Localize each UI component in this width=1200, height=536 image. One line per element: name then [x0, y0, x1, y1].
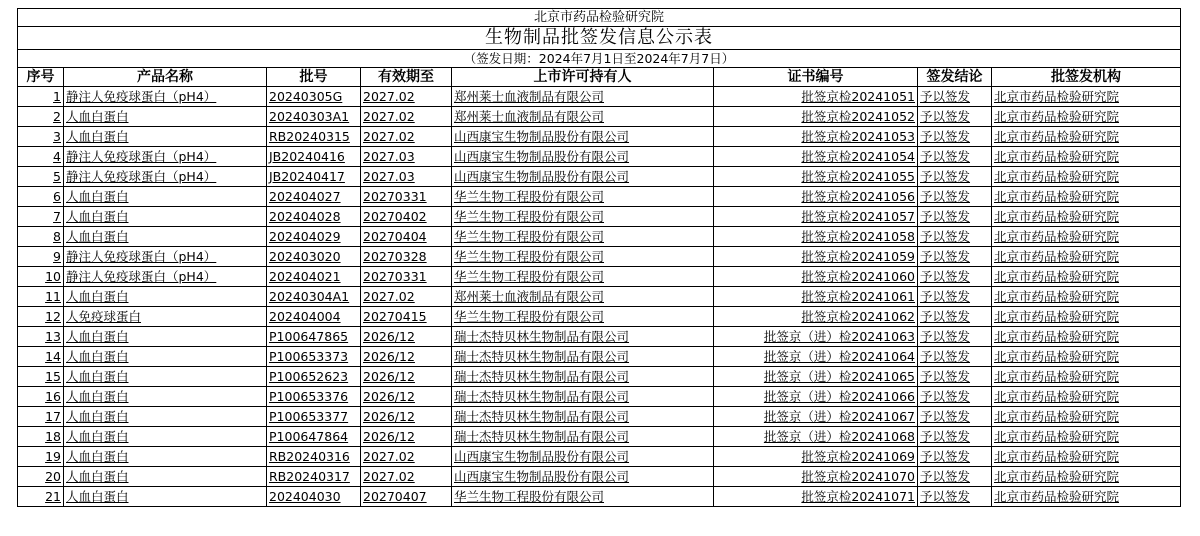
spreadsheet — [17, 8, 1180, 507]
cell-batch[interactable]: JB20240416 — [267, 147, 361, 167]
cell-expiry[interactable]: 2027.02 — [361, 107, 452, 127]
cell-batch[interactable]: P100652623 — [267, 367, 361, 387]
cell-product[interactable]: 人血白蛋白 — [64, 467, 267, 487]
cell-agency[interactable]: 北京市药品检验研究院 — [992, 467, 1181, 487]
cell-cert[interactable]: 批签京检20241070 — [714, 467, 918, 487]
cell-agency[interactable]: 北京市药品检验研究院 — [992, 447, 1181, 467]
cell-conclusion[interactable]: 予以签发 — [918, 267, 992, 287]
cell-cert[interactable]: 批签京检20241056 — [714, 187, 918, 207]
cell-expiry[interactable]: 2026/12 — [361, 327, 452, 347]
cell-product[interactable]: 人血白蛋白 — [64, 187, 267, 207]
cell-cert[interactable]: 批签京检20241053 — [714, 127, 918, 147]
cell-holder[interactable]: 山西康宝生物制品股份有限公司 — [452, 467, 714, 487]
cell-conclusion[interactable]: 予以签发 — [918, 147, 992, 167]
cell-batch[interactable]: JB20240417 — [267, 167, 361, 187]
cell-product[interactable]: 静注人免疫球蛋白（pH4） — [64, 167, 267, 187]
cell-batch[interactable]: RB20240315 — [267, 127, 361, 147]
cell-no[interactable]: 5 — [18, 167, 64, 187]
cell-holder[interactable]: 华兰生物工程股份有限公司 — [452, 267, 714, 287]
cell-expiry[interactable]: 20270407 — [361, 487, 452, 507]
cell-agency[interactable]: 北京市药品检验研究院 — [992, 387, 1181, 407]
table-row — [18, 487, 1181, 507]
cell-expiry[interactable]: 2027.02 — [361, 467, 452, 487]
cell-conclusion[interactable]: 予以签发 — [918, 487, 992, 507]
table-row — [18, 367, 1181, 387]
cell-no[interactable]: 21 — [18, 487, 64, 507]
table-row — [18, 427, 1181, 447]
table-row — [18, 87, 1181, 107]
table-row — [18, 467, 1181, 487]
cell-cert[interactable]: 批签京检20241061 — [714, 287, 918, 307]
cell-conclusion[interactable]: 予以签发 — [918, 207, 992, 227]
cell-batch[interactable]: P100653373 — [267, 347, 361, 367]
cell-no[interactable]: 10 — [18, 267, 64, 287]
cell-cert[interactable]: 批签京（进）检20241068 — [714, 427, 918, 447]
cell-conclusion[interactable]: 予以签发 — [918, 187, 992, 207]
date-period: （签发日期：2024年7月1日至2024年7月7日） — [18, 50, 1181, 68]
cell-cert[interactable]: 批签京检20241058 — [714, 227, 918, 247]
cell-no[interactable]: 19 — [18, 447, 64, 467]
cell-cert[interactable]: 批签京检20241071 — [714, 487, 918, 507]
cell-batch[interactable]: P100653377 — [267, 407, 361, 427]
cell-batch[interactable]: P100647865 — [267, 327, 361, 347]
cell-cert[interactable]: 批签京检20241051 — [714, 87, 918, 107]
cell-product[interactable]: 人血白蛋白 — [64, 127, 267, 147]
cell-holder[interactable]: 瑞士杰特贝林生物制品有限公司 — [452, 347, 714, 367]
table-row — [18, 207, 1181, 227]
col-header-cert[interactable]: 证书编号 — [714, 68, 918, 87]
cell-no[interactable]: 7 — [18, 207, 64, 227]
cell-product[interactable]: 人血白蛋白 — [64, 427, 267, 447]
cell-conclusion[interactable]: 予以签发 — [918, 347, 992, 367]
cell-conclusion[interactable]: 予以签发 — [918, 467, 992, 487]
cell-agency[interactable]: 北京市药品检验研究院 — [992, 347, 1181, 367]
cell-agency[interactable]: 北京市药品检验研究院 — [992, 227, 1181, 247]
table-row — [18, 227, 1181, 247]
table-row — [18, 267, 1181, 287]
cell-batch[interactable]: P100653376 — [267, 387, 361, 407]
cell-batch[interactable]: 202404021 — [267, 267, 361, 287]
cell-conclusion[interactable]: 予以签发 — [918, 327, 992, 347]
cell-agency[interactable]: 北京市药品检验研究院 — [992, 127, 1181, 147]
cell-no[interactable]: 18 — [18, 427, 64, 447]
cell-product[interactable]: 人血白蛋白 — [64, 287, 267, 307]
cell-agency[interactable]: 北京市药品检验研究院 — [992, 487, 1181, 507]
cell-product[interactable]: 静注人免疫球蛋白（pH4） — [64, 247, 267, 267]
cell-holder[interactable]: 郑州莱士血液制品有限公司 — [452, 287, 714, 307]
cell-no[interactable]: 9 — [18, 247, 64, 267]
table-row — [18, 187, 1181, 207]
cell-holder[interactable]: 华兰生物工程股份有限公司 — [452, 307, 714, 327]
cell-conclusion[interactable]: 予以签发 — [918, 307, 992, 327]
cell-product[interactable]: 人免疫球蛋白 — [64, 307, 267, 327]
col-header-conclusion[interactable]: 签发结论 — [918, 68, 992, 87]
cell-product[interactable]: 人血白蛋白 — [64, 487, 267, 507]
cell-expiry[interactable]: 2026/12 — [361, 407, 452, 427]
cell-cert[interactable]: 批签京（进）检20241067 — [714, 407, 918, 427]
col-header-batch[interactable]: 批号 — [267, 68, 361, 87]
cell-cert[interactable]: 批签京（进）检20241064 — [714, 347, 918, 367]
cell-agency[interactable]: 北京市药品检验研究院 — [992, 367, 1181, 387]
cell-no[interactable]: 17 — [18, 407, 64, 427]
cell-holder[interactable]: 瑞士杰特贝林生物制品有限公司 — [452, 367, 714, 387]
period-row — [18, 50, 1181, 68]
cell-product[interactable]: 人血白蛋白 — [64, 387, 267, 407]
header-row — [18, 68, 1181, 87]
cell-product[interactable]: 人血白蛋白 — [64, 327, 267, 347]
cell-product[interactable]: 静注人免疫球蛋白（pH4） — [64, 267, 267, 287]
institute-title: 北京市药品检验研究院 — [18, 9, 1181, 27]
cell-cert[interactable]: 批签京检20241069 — [714, 447, 918, 467]
cell-product[interactable]: 人血白蛋白 — [64, 347, 267, 367]
cell-holder[interactable]: 华兰生物工程股份有限公司 — [452, 227, 714, 247]
cell-no[interactable]: 2 — [18, 107, 64, 127]
cell-conclusion[interactable]: 予以签发 — [918, 227, 992, 247]
cell-conclusion[interactable]: 予以签发 — [918, 107, 992, 127]
table-row — [18, 247, 1181, 267]
cell-expiry[interactable]: 2027.03 — [361, 147, 452, 167]
cell-holder[interactable]: 华兰生物工程股份有限公司 — [452, 487, 714, 507]
col-header-product[interactable]: 产品名称 — [64, 68, 267, 87]
cell-product[interactable]: 静注人免疫球蛋白（pH4） — [64, 87, 267, 107]
cell-expiry[interactable]: 2027.02 — [361, 87, 452, 107]
cell-agency[interactable]: 北京市药品检验研究院 — [992, 107, 1181, 127]
cell-expiry[interactable]: 2026/12 — [361, 367, 452, 387]
cell-conclusion[interactable]: 予以签发 — [918, 367, 992, 387]
cell-batch[interactable]: 202404029 — [267, 227, 361, 247]
cell-product[interactable]: 人血白蛋白 — [64, 367, 267, 387]
table-row — [18, 447, 1181, 467]
cell-expiry[interactable]: 2027.02 — [361, 287, 452, 307]
cell-conclusion[interactable]: 予以签发 — [918, 387, 992, 407]
cell-expiry[interactable]: 20270331 — [361, 187, 452, 207]
cell-holder[interactable]: 山西康宝生物制品股份有限公司 — [452, 447, 714, 467]
cell-batch[interactable]: 20240305G — [267, 87, 361, 107]
cell-product[interactable]: 人血白蛋白 — [64, 227, 267, 247]
cell-expiry[interactable]: 20270328 — [361, 247, 452, 267]
cell-batch[interactable]: 202403020 — [267, 247, 361, 267]
cell-agency[interactable]: 北京市药品检验研究院 — [992, 87, 1181, 107]
cell-agency[interactable]: 北京市药品检验研究院 — [992, 407, 1181, 427]
cell-no[interactable]: 1 — [18, 87, 64, 107]
cell-product[interactable]: 静注人免疫球蛋白（pH4） — [64, 147, 267, 167]
table-row — [18, 327, 1181, 347]
cell-no[interactable]: 3 — [18, 127, 64, 147]
cell-batch[interactable]: 202404030 — [267, 487, 361, 507]
cell-expiry[interactable]: 20270404 — [361, 227, 452, 247]
cell-holder[interactable]: 华兰生物工程股份有限公司 — [452, 207, 714, 227]
table-row — [18, 347, 1181, 367]
cell-agency[interactable]: 北京市药品检验研究院 — [992, 327, 1181, 347]
cell-holder[interactable]: 瑞士杰特贝林生物制品有限公司 — [452, 407, 714, 427]
cell-expiry[interactable]: 20270415 — [361, 307, 452, 327]
cell-expiry[interactable]: 2027.02 — [361, 447, 452, 467]
cell-no[interactable]: 4 — [18, 147, 64, 167]
cell-no[interactable]: 13 — [18, 327, 64, 347]
cell-product[interactable]: 人血白蛋白 — [64, 407, 267, 427]
cell-batch[interactable]: 20240304A1 — [267, 287, 361, 307]
cell-no[interactable]: 6 — [18, 187, 64, 207]
cell-holder[interactable]: 华兰生物工程股份有限公司 — [452, 247, 714, 267]
cell-expiry[interactable]: 2026/12 — [361, 347, 452, 367]
cell-cert[interactable]: 批签京（进）检20241065 — [714, 367, 918, 387]
cell-expiry[interactable]: 2026/12 — [361, 387, 452, 407]
cell-agency[interactable]: 北京市药品检验研究院 — [992, 167, 1181, 187]
table-row — [18, 127, 1181, 147]
cell-no[interactable]: 16 — [18, 387, 64, 407]
cell-cert[interactable]: 批签京（进）检20241063 — [714, 327, 918, 347]
cell-agency[interactable]: 北京市药品检验研究院 — [992, 287, 1181, 307]
cell-agency[interactable]: 北京市药品检验研究院 — [992, 307, 1181, 327]
cell-no[interactable]: 8 — [18, 227, 64, 247]
col-header-no[interactable]: 序号 — [18, 68, 64, 87]
cell-conclusion[interactable]: 予以签发 — [918, 127, 992, 147]
cell-cert[interactable]: 批签京检20241052 — [714, 107, 918, 127]
cell-holder[interactable]: 山西康宝生物制品股份有限公司 — [452, 127, 714, 147]
cell-holder[interactable]: 瑞士杰特贝林生物制品有限公司 — [452, 387, 714, 407]
cell-cert[interactable]: 批签京检20241055 — [714, 167, 918, 187]
table-row — [18, 147, 1181, 167]
cell-cert[interactable]: 批签京（进）检20241066 — [714, 387, 918, 407]
cell-conclusion[interactable]: 予以签发 — [918, 287, 992, 307]
institute-row — [18, 9, 1181, 27]
cell-expiry[interactable]: 20270402 — [361, 207, 452, 227]
cell-cert[interactable]: 批签京检20241057 — [714, 207, 918, 227]
cell-cert[interactable]: 批签京检20241059 — [714, 247, 918, 267]
cell-holder[interactable]: 华兰生物工程股份有限公司 — [452, 187, 714, 207]
page-title: 生物制品批签发信息公示表 — [18, 27, 1181, 50]
cell-holder[interactable]: 山西康宝生物制品股份有限公司 — [452, 147, 714, 167]
cell-expiry[interactable]: 2026/12 — [361, 427, 452, 447]
cell-expiry[interactable]: 20270331 — [361, 267, 452, 287]
cell-agency[interactable]: 北京市药品检验研究院 — [992, 427, 1181, 447]
table-row — [18, 307, 1181, 327]
table-row — [18, 167, 1181, 187]
cell-batch[interactable]: 20240303A1 — [267, 107, 361, 127]
cell-batch[interactable]: 202404028 — [267, 207, 361, 227]
cell-holder[interactable]: 郑州莱士血液制品有限公司 — [452, 87, 714, 107]
cell-product[interactable]: 人血白蛋白 — [64, 447, 267, 467]
cell-agency[interactable]: 北京市药品检验研究院 — [992, 147, 1181, 167]
cell-batch[interactable]: 202404004 — [267, 307, 361, 327]
cell-conclusion[interactable]: 予以签发 — [918, 87, 992, 107]
cell-batch[interactable]: RB20240317 — [267, 467, 361, 487]
cell-no[interactable]: 14 — [18, 347, 64, 367]
cell-cert[interactable]: 批签京检20241060 — [714, 267, 918, 287]
cell-no[interactable]: 15 — [18, 367, 64, 387]
cell-product[interactable]: 人血白蛋白 — [64, 207, 267, 227]
title-row — [18, 27, 1181, 50]
cell-agency[interactable]: 北京市药品检验研究院 — [992, 207, 1181, 227]
release-table — [17, 8, 1181, 507]
col-header-agency[interactable]: 批签发机构 — [992, 68, 1181, 87]
cell-agency[interactable]: 北京市药品检验研究院 — [992, 267, 1181, 287]
cell-holder[interactable]: 瑞士杰特贝林生物制品有限公司 — [452, 427, 714, 447]
cell-conclusion[interactable]: 予以签发 — [918, 167, 992, 187]
cell-holder[interactable]: 山西康宝生物制品股份有限公司 — [452, 167, 714, 187]
cell-holder[interactable]: 郑州莱士血液制品有限公司 — [452, 107, 714, 127]
table-row — [18, 287, 1181, 307]
cell-agency[interactable]: 北京市药品检验研究院 — [992, 247, 1181, 267]
cell-batch[interactable]: P100647864 — [267, 427, 361, 447]
cell-no[interactable]: 12 — [18, 307, 64, 327]
table-row — [18, 407, 1181, 427]
cell-cert[interactable]: 批签京检20241062 — [714, 307, 918, 327]
cell-batch[interactable]: RB20240316 — [267, 447, 361, 467]
cell-conclusion[interactable]: 予以签发 — [918, 247, 992, 267]
cell-no[interactable]: 11 — [18, 287, 64, 307]
cell-batch[interactable]: 202404027 — [267, 187, 361, 207]
cell-expiry[interactable]: 2027.03 — [361, 167, 452, 187]
table-row — [18, 387, 1181, 407]
cell-holder[interactable]: 瑞士杰特贝林生物制品有限公司 — [452, 327, 714, 347]
cell-conclusion[interactable]: 予以签发 — [918, 447, 992, 467]
cell-expiry[interactable]: 2027.02 — [361, 127, 452, 147]
cell-no[interactable]: 20 — [18, 467, 64, 487]
cell-agency[interactable]: 北京市药品检验研究院 — [992, 187, 1181, 207]
cell-product[interactable]: 人血白蛋白 — [64, 107, 267, 127]
cell-conclusion[interactable]: 予以签发 — [918, 407, 992, 427]
col-header-holder[interactable]: 上市许可持有人 — [452, 68, 714, 87]
cell-conclusion[interactable]: 予以签发 — [918, 427, 992, 447]
col-header-expiry[interactable]: 有效期至 — [361, 68, 452, 87]
cell-cert[interactable]: 批签京检20241054 — [714, 147, 918, 167]
table-row — [18, 107, 1181, 127]
